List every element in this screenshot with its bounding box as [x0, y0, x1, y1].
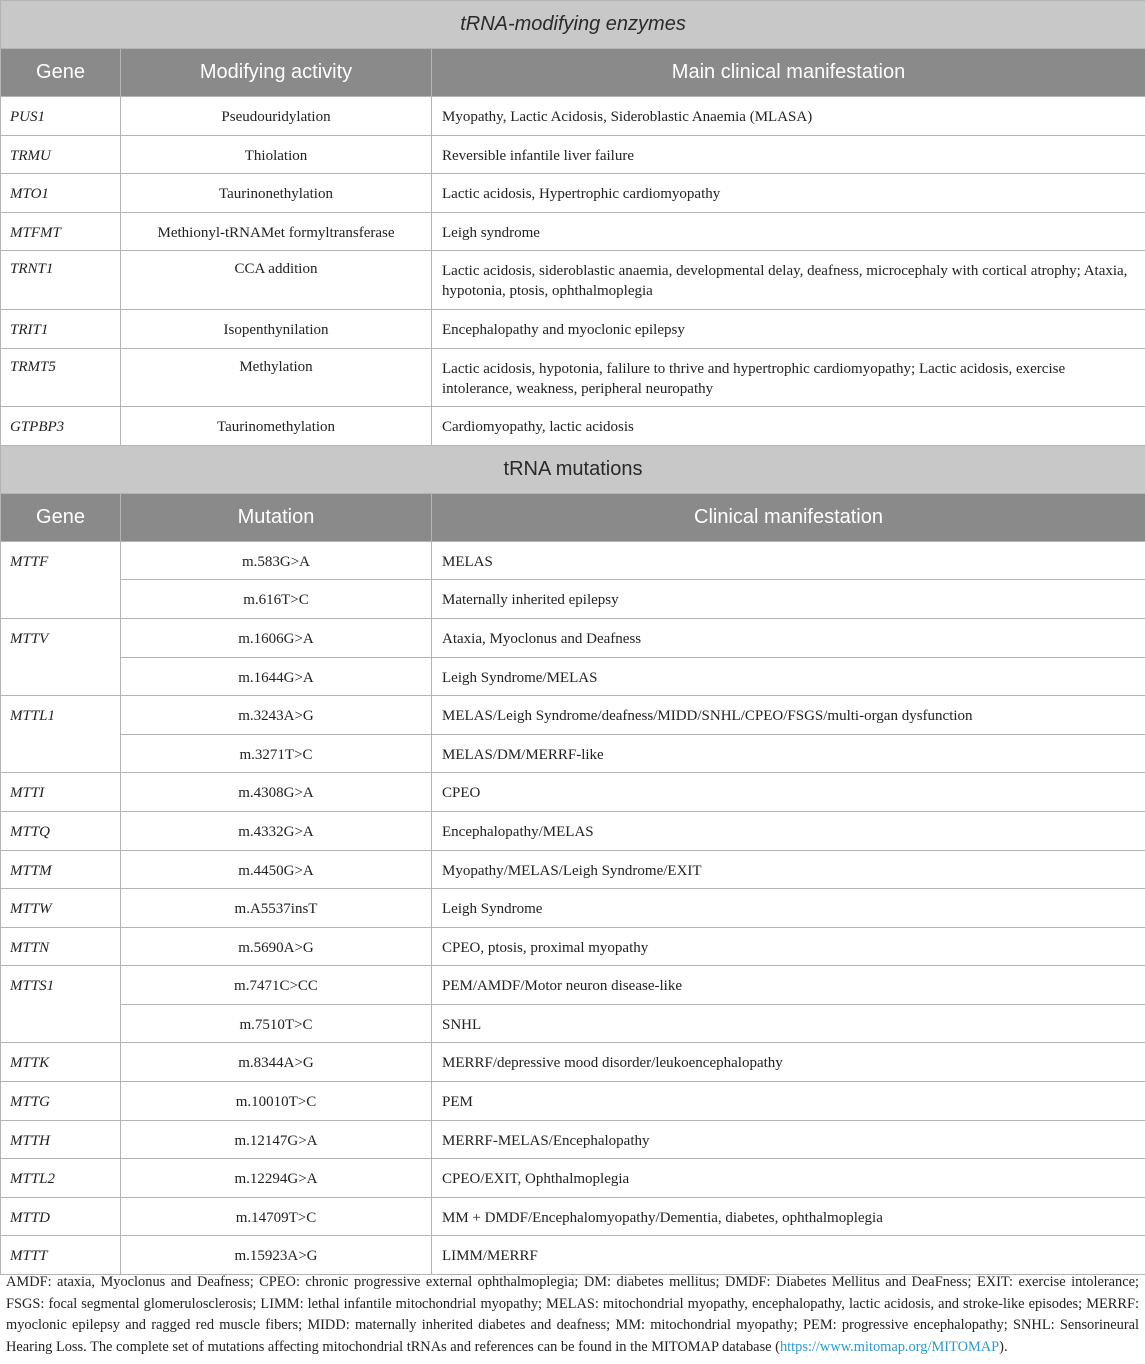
manifestation-cell: Reversible infantile liver failure — [432, 135, 1145, 174]
gene-cell: MTTL2 — [1, 1159, 121, 1198]
table-row — [1, 773, 1145, 812]
mutation-cell: m.12294G>A — [121, 1159, 432, 1198]
header-modifying-activity: Modifying activity — [121, 49, 432, 97]
table-row — [1, 850, 1145, 889]
manifestation-cell: MERRF/depressive mood disorder/leukoencephalopathy — [432, 1043, 1145, 1082]
table-row — [1, 174, 1145, 213]
activity-cell: Isopenthynilation — [121, 309, 432, 348]
table-footnote — [0, 1272, 1145, 1358]
mutation-cell: m.1606G>A — [121, 618, 432, 657]
table-row — [1, 1082, 1145, 1121]
section-title-mutations: tRNA mutations — [1, 445, 1145, 493]
manifestation-cell: Myopathy, Lactic Acidosis, Sideroblastic Anaemia (MLASA) — [432, 97, 1145, 136]
gene-cell: MTO1 — [1, 174, 121, 213]
mutation-cell: m.4308G>A — [121, 773, 432, 812]
mutation-cell: m.7510T>C — [121, 1004, 432, 1043]
mutation-cell: m.8344A>G — [121, 1043, 432, 1082]
column-header-row — [1, 493, 1145, 541]
table-row — [1, 580, 1145, 619]
gene-cell: TRIT1 — [1, 309, 121, 348]
manifestation-cell: LIMM/MERRF — [432, 1236, 1145, 1275]
mutation-cell: m.5690A>G — [121, 927, 432, 966]
manifestation-cell: MELAS/Leigh Syndrome/deafness/MIDD/SNHL/CPEO/FSGS/multi-organ dysfunction — [432, 696, 1145, 735]
manifestation-cell: Leigh syndrome — [432, 212, 1145, 251]
manifestation-cell: PEM — [432, 1082, 1145, 1121]
mutation-cell: m.616T>C — [121, 580, 432, 619]
manifestation-cell: Lactic acidosis, sideroblastic anaemia, developmental delay, deafness, microcephaly with cortical atrophy; Ataxia, hypotonia, ptosis, ophthalmoplegia — [432, 251, 1145, 310]
manifestation-cell: MM + DMDF/Encephalomyopathy/Dementia, diabetes, ophthalmoplegia — [432, 1197, 1145, 1236]
table-row — [1, 1004, 1145, 1043]
manifestation-cell: Cardiomyopathy, lactic acidosis — [432, 407, 1145, 446]
manifestation-cell: Encephalopathy and myoclonic epilepsy — [432, 309, 1145, 348]
manifestation-cell: MELAS/DM/MERRF-like — [432, 734, 1145, 773]
gene-cell: MTTH — [1, 1120, 121, 1159]
mutation-cell: m.3243A>G — [121, 696, 432, 735]
table-row — [1, 1159, 1145, 1198]
table-row — [1, 618, 1145, 657]
table-row — [1, 1236, 1145, 1275]
mitomap-link[interactable]: https://www.mitomap.org/MITOMAP — [779, 1338, 1000, 1355]
table-row — [1, 541, 1145, 580]
gene-cell: MTTW — [1, 889, 121, 928]
gene-cell: MTTT — [1, 1236, 121, 1275]
table-row — [1, 1120, 1145, 1159]
section-title-row — [1, 445, 1145, 493]
table-row — [1, 811, 1145, 850]
gene-cell: MTTK — [1, 1043, 121, 1082]
mutation-cell: m.583G>A — [121, 541, 432, 580]
table-row — [1, 97, 1145, 136]
activity-cell: Taurinonethylation — [121, 174, 432, 213]
mutation-cell: m.1644G>A — [121, 657, 432, 696]
gene-cell: MTTM — [1, 850, 121, 889]
manifestation-cell: SNHL — [432, 1004, 1145, 1043]
manifestation-cell: Lactic acidosis, hypotonia, falilure to thrive and hypertrophic cardiomyopathy; Lactic acidosis, exercise intolerance, weakness, peripheral neuropathy — [432, 348, 1145, 407]
manifestation-cell: Myopathy/MELAS/Leigh Syndrome/EXIT — [432, 850, 1145, 889]
gene-cell: MTTN — [1, 927, 121, 966]
activity-cell: Methionyl-tRNAMet formyltransferase — [121, 212, 432, 251]
table-row — [1, 348, 1145, 407]
gene-cell: GTPBP3 — [1, 407, 121, 446]
footnote-suffix: ). — [999, 1338, 1008, 1355]
mutation-cell: m.3271T>C — [121, 734, 432, 773]
table-row — [1, 696, 1145, 735]
table-row — [1, 657, 1145, 696]
manifestation-cell: MERRF-MELAS/Encephalopathy — [432, 1120, 1145, 1159]
manifestation-cell: Leigh Syndrome — [432, 889, 1145, 928]
header-gene: Gene — [1, 49, 121, 97]
gene-cell: MTTQ — [1, 811, 121, 850]
table-row — [1, 927, 1145, 966]
table-row — [1, 135, 1145, 174]
table-row — [1, 212, 1145, 251]
section-title-enzymes: tRNA-modifying enzymes — [1, 1, 1145, 49]
table-row — [1, 309, 1145, 348]
section-title-row — [1, 1, 1145, 49]
mutation-cell: m.A5537insT — [121, 889, 432, 928]
manifestation-cell: Encephalopathy/MELAS — [432, 811, 1145, 850]
mutation-cell: m.14709T>C — [121, 1197, 432, 1236]
gene-cell: TRNT1 — [1, 251, 121, 310]
activity-cell: Taurinomethylation — [121, 407, 432, 446]
manifestation-cell: Ataxia, Myoclonus and Deafness — [432, 618, 1145, 657]
table-row — [1, 734, 1145, 773]
manifestation-cell: MELAS — [432, 541, 1145, 580]
header-main-clinical-manifestation: Main clinical manifestation — [432, 49, 1145, 97]
activity-cell: Methylation — [121, 348, 432, 407]
column-header-row — [1, 49, 1145, 97]
manifestation-cell: CPEO — [432, 773, 1145, 812]
mutation-cell: m.4332G>A — [121, 811, 432, 850]
gene-cell: PUS1 — [1, 97, 121, 136]
manifestation-cell: PEM/AMDF/Motor neuron disease-like — [432, 966, 1145, 1005]
gene-cell: MTTS1 — [1, 966, 121, 1043]
gene-cell: TRMT5 — [1, 348, 121, 407]
activity-cell: CCA addition — [121, 251, 432, 310]
mutation-cell: m.10010T>C — [121, 1082, 432, 1121]
gene-cell: MTTV — [1, 618, 121, 695]
manifestation-cell: CPEO/EXIT, Ophthalmoplegia — [432, 1159, 1145, 1198]
table-row — [1, 251, 1145, 310]
header-gene: Gene — [1, 493, 121, 541]
footnote-text: AMDF: ataxia, Myoclonus and Deafness; CPEO: chronic progressive external ophthalmoplegia; DM: diabetes mellitus; DMDF: Diabetes Mellitus and DeaFness; EXIT: exercise intolerance; FSGS: focal segmental glomerulosclerosis; LIMM: lethal infantile mitochondrial myopathy; MELAS: mitochondrial myopathy, encephalopathy, lactic acidosis, and stroke-like episodes; MERRF: myoclonic epilepsy and ragged red muscle fibers; MIDD: maternally inherited diabetes and deafness; MM: mitochondrial myopathy; PEM: progressive encephalopathy; SNHL: Sensorineural Hearing Loss. The complete set of mutations affecting mitochondrial tRNAs and references can be found in the MITOMAP database ( — [6, 1274, 1139, 1355]
gene-cell: MTFMT — [1, 212, 121, 251]
manifestation-cell: Lactic acidosis, Hypertrophic cardiomyopathy — [432, 174, 1145, 213]
header-mutation: Mutation — [121, 493, 432, 541]
manifestation-cell: Maternally inherited epilepsy — [432, 580, 1145, 619]
mutation-cell: m.7471C>CC — [121, 966, 432, 1005]
manifestation-cell: Leigh Syndrome/MELAS — [432, 657, 1145, 696]
table-row — [1, 889, 1145, 928]
header-clinical-manifestation: Clinical manifestation — [432, 493, 1145, 541]
gene-cell: MTTF — [1, 541, 121, 618]
table-row — [1, 1043, 1145, 1082]
activity-cell: Thiolation — [121, 135, 432, 174]
table-row — [1, 966, 1145, 1005]
activity-cell: Pseudouridylation — [121, 97, 432, 136]
mutation-cell: m.15923A>G — [121, 1236, 432, 1275]
gene-cell: MTTG — [1, 1082, 121, 1121]
gene-cell: MTTL1 — [1, 696, 121, 773]
table-row — [1, 1197, 1145, 1236]
manifestation-cell: CPEO, ptosis, proximal myopathy — [432, 927, 1145, 966]
gene-cell: MTTI — [1, 773, 121, 812]
table-row — [1, 407, 1145, 446]
mutation-cell: m.4450G>A — [121, 850, 432, 889]
mutation-cell: m.12147G>A — [121, 1120, 432, 1159]
gene-cell: MTTD — [1, 1197, 121, 1236]
gene-cell: TRMU — [1, 135, 121, 174]
